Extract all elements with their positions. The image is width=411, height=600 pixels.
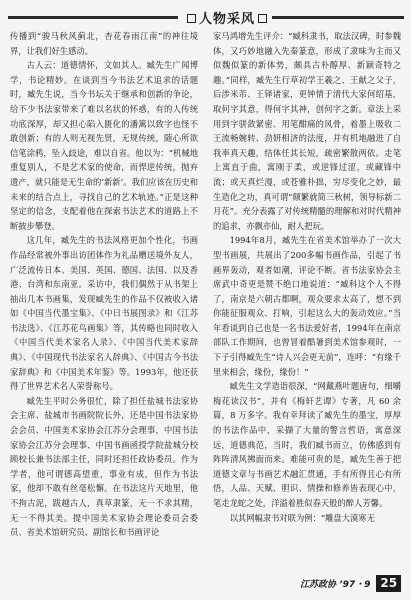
- magazine-name: [300, 577, 370, 590]
- header-rule-right: [272, 16, 404, 19]
- right-column: [213, 29, 401, 525]
- header-rule-left: [8, 16, 178, 19]
- section-title: [184, 8, 270, 27]
- issue-number: ’97・9: [339, 579, 371, 590]
- paragraph: 传播到“骏马秋风蓟北，杏花春雨江南”的神往境界，让我们好生感动。: [10, 31, 198, 56]
- left-column: [10, 29, 198, 540]
- paragraph: 臧先生文学造诣很深，“网戴燕叶题唐句，细嚼梅花读汉书”，并有《梅轩艺谭》专著，凡 60 余篇，8 万多字。我有幸拜读了臧先生的墨宝，厚厚的书法作品中，采撷了大量的警言哲语，寓意深远，道德典范，当时，我们臧书而立，仿佛感到有阵阵清风拂面而来。难能可贵的是，臧先生善于把道德文章与书画艺术融汇贯通，手有所得且心有所悟，人品、天赋、胆识、情操和修养皆表现心中，笔走龙蛇之处，洋溢着胜似春天般的醉人芳馨。: [213, 381, 401, 508]
- page-footer: [300, 574, 401, 592]
- paragraph: 以其网幅隶书对联为例：“雕盘大漠寒无: [229, 512, 375, 523]
- section-header: [0, 6, 411, 28]
- section-title-text: 人物采风: [199, 12, 256, 27]
- paragraph: 1994年8月，臧先生在省美术馆举办了一次大型书画展，共展出了200多幅书画作品，引起了书画界轰动，观者如潮，评论不断。省书法家协会主席武中奇更是赞不绝口地说道：“臧科这个人不得了，南京是六朝古都啊，观众要求太高了，想不到你能征服观众、打响，引起这么大的轰动效应。”当年看谈到自己也是一名书法爱好者，1994年在南京部队工作期间，也曾冒着酷暑到美术馆参观时，一下子引得臧先生“诗人兴会更无前”，连呼：“有缘千里来相会，缘份，缘份！”: [213, 235, 401, 377]
- paragraph: 古人云：道德情怀，文如其人。臧先生广闻博学，书论精妙。在谈到当今书法艺术追求的话题时，臧先生说，当今书坛关于继承和创新的争论，给不少书法家带来了难以名状的怀惑，有的人传统功底深厚，却又担心陷入匮化的潘篱以致字也怪不敢创新；有的人则无视先贤，无规传统，随心所欲信笔涂鸦，坠入歧途，难以自省。他以为：“机械地重复别人，不是艺术家的使命，而悍逆传统，抛弃遗产，就只能是无生命的‘新新’。我们应该在历史和未来的结合点上，寻找自己的艺术轨迹。”正是这种坚定的信念，支配着他在探索书法艺术的道路上不断披步攀登。: [10, 60, 198, 231]
- magazine-title: 江苏政协: [300, 579, 337, 590]
- paragraph: 臧先生平时公务很忙，除了担任盐城书法家协会主席、盐城市书画院院长外，还是中国书法家协会会员、中国美术家协会江苏分会理事，中国书法家协会江苏分会理事、中国书画函授学院盐城分校顾校长兼书法部主任，同时还担任政协委员。作为学者，他可谓德高望重，事业有成，但作为书法家，他却不敢有丝毫松懈。在书法这片天地里，他不拘古泥，跋越古人，真草隶篆，无一不求其精，无一不得其美。提中国美术家协会理论委员会委员、省美术馆研究员、副馆长和书画评论: [10, 395, 198, 538]
- paragraph: 这几年，臧先生的书法风格更加个性化，书画作品经常被外事出访团体作为礼品赠送境外友人，广泛流传日本、美国、英国、德国、法国、以及香港、台湾和东南亚。采访中，我们偶然于从书架上抽出几本书画集，发现臧先生的作品不仅被收入诸如《中国当代墨宝集》、《中日书展图录》和《江苏书法选》、《江苏花鸟画集》等，其传略也同时收入《中国当代美术家名人录》、《中国当代美术家辞典》、《中国现代书法家名人辞典》、《中国古今书法家辞典》和《中国美术年鉴》等。1993年，他还获得了世界艺术名人荣誉称号。: [10, 235, 198, 392]
- paragraph: 家马鸿增先生评介：“臧科隶书，取法汉碑，时参魏体，又巧妙地融入先秦篆意，形成了隶味为主而又似魏似篆的新体势，颇具古朴醇厚、新颖奇特之趣。”同样，臧先生行草初学王羲之、王献之父子，后涉米芾、王铎诸家，更钟情于清代大家何绍基，取何字其意，得何字其神，创何字之新。章法上采用到字骈敛紧密、用笔酣痛的风骨，着墨上吸收二王流畅婉转、劲妍相济的法度，并有机地融进了自我率真天趣，结体任其长短，疏密繁散两依。走笔上寓直于曲，寓刚于柔，或逆锋过涩，或藏锋中流；或天真烂漫，或苍雅朴拙，穷尽变化之妙，最生造化之功，真可谓“颠繁就简三秋树，领导标新二月花”。充分表露了对传统精髓的理解和对时代精神的追求，亦飘亦仙，耐人把玩。: [213, 31, 401, 231]
- square-icon: [187, 14, 196, 23]
- page-number: 25: [376, 575, 401, 592]
- square-icon: [258, 14, 267, 23]
